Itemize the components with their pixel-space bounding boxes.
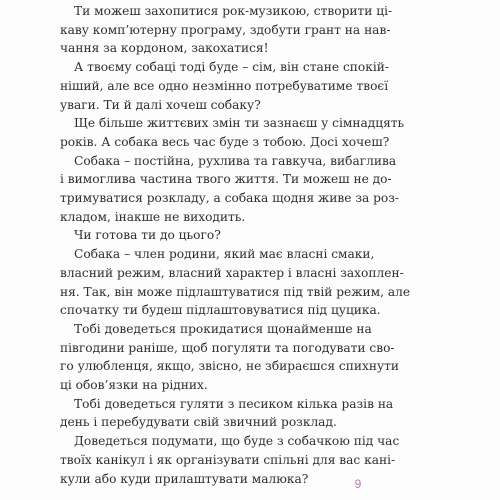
text-line: Чи готова ти до цього? — [74, 228, 221, 243]
text-line: твоїх канікул і як організувати спільні для вас кані- — [60, 452, 396, 467]
text-line: А твоєму собаці тоді буде – сім, він стане спокій- — [74, 60, 389, 75]
text-line: і вимоглива частина твого життя. Ти можеш не до- — [60, 172, 392, 187]
text-line: ці обов’язки на рідних. — [60, 378, 208, 393]
body-text — [60, 2, 411, 488]
text-line: ня. Так, він може підлаштуватися під твій режим, але — [60, 284, 411, 299]
text-line: власний режим, власний характер і власні захоплен- — [60, 265, 404, 280]
paragraph — [60, 395, 394, 432]
paragraph — [60, 432, 400, 488]
paragraph — [60, 320, 400, 395]
text-line: кладом, інакше не виходить. — [60, 209, 246, 224]
text-line: Тобі доведеться прокидатися щонайменше на — [74, 321, 372, 336]
text-line: Доведеться подумати, що буде з собачкою під час — [74, 434, 400, 449]
text-line: Тобі доведеться гуляти з песиком кілька разів на — [74, 396, 394, 411]
text-line: тримуватися розкладу, а собака щодня живе за роз- — [60, 191, 400, 206]
paragraph — [60, 226, 352, 245]
text-line: ніший, але все одно незмінно потребуватиме твоєї — [60, 78, 389, 93]
text-line: каву комп’ютерну програму, здобути грант на нав- — [60, 22, 391, 37]
text-line: років. А собака весь час буде з тобою. Досі хочеш? — [60, 134, 390, 149]
paragraph — [60, 58, 389, 114]
page-number: 9 — [354, 477, 362, 491]
text-line: го улюбленця, якщо, звісно, не збираєшся спихнути — [60, 359, 400, 374]
text-line: день і перебудувати свій звичний розклад. — [60, 415, 337, 430]
paragraph — [60, 2, 393, 58]
text-line: уваги. Ти й далі хочеш собаку? — [60, 97, 261, 112]
text-line: півгодини раніше, щоб погуляти та погодувати сво- — [60, 340, 395, 355]
text-line: чання за кордоном, закохатися! — [60, 41, 269, 56]
text-line: Ще більше життєвих змін ти зазнаєш у сімнадцять — [74, 116, 405, 131]
text-line: Собака – постійна, рухлива та гавкуча, вибаглива — [74, 153, 397, 168]
paragraph — [60, 114, 405, 151]
text-line: спочатку ти будеш підлаштовуватися під цуцика. — [60, 303, 381, 318]
text-line: Ти можеш захопитися рок-музикою, створити ці- — [74, 4, 393, 18]
paragraph — [60, 245, 411, 320]
text-line: кули або куди прилаштувати малюка? — [60, 471, 309, 486]
paragraph — [60, 152, 400, 227]
text-line: Собака – член родини, який має власні смаки, — [74, 247, 375, 262]
